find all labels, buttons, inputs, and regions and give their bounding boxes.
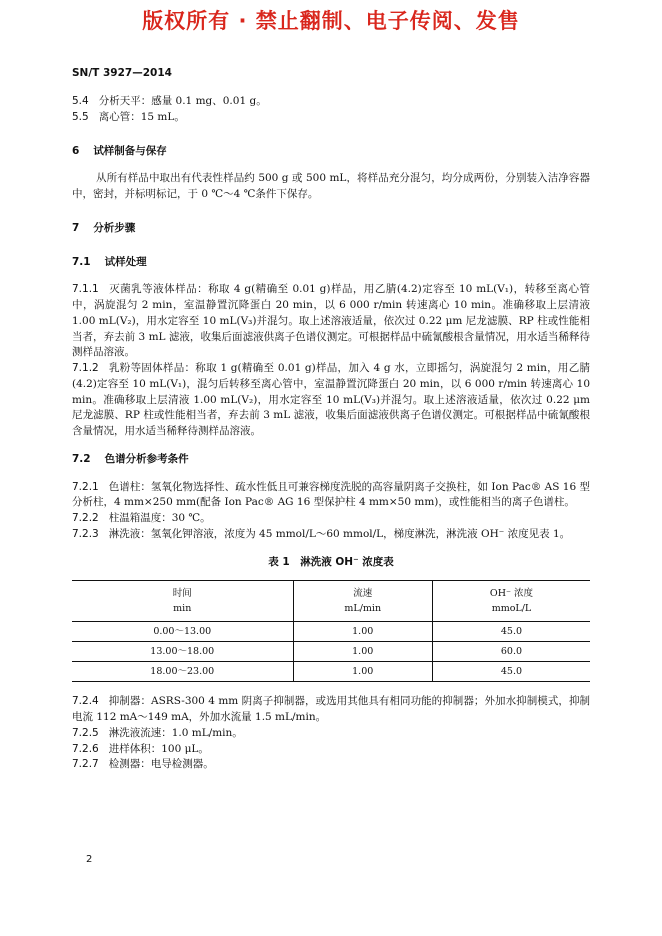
para-number: 7.2.7 (72, 758, 99, 771)
section-number: 6 (72, 144, 80, 157)
header-unit: min (173, 603, 192, 615)
section-title: 分析步骤 (93, 221, 136, 234)
para-text: 抑制器：ASRS-300 4 mm 阴离子抑制器，或选用其他具有相同功能的抑制器；外加水抑制模式，抑制电流 112 mA～149 mA，外加水流量 1.5 mL/min。 (72, 695, 590, 723)
standard-number: SN/T 3927—2014 (72, 67, 172, 79)
item-number: 5.5 (72, 110, 89, 123)
para-text: 淋洗液流速：1.0 mL/min。 (108, 726, 243, 739)
item-text: 分析天平：感量 0.1 mg、0.01 g。 (98, 95, 267, 107)
section-6-heading (72, 144, 590, 160)
document-body (72, 94, 590, 773)
table-row (72, 662, 590, 682)
column-header-oh-concentration (432, 581, 590, 622)
table-row (72, 642, 590, 662)
table-cell: 0.00～13.00 (72, 622, 293, 642)
para-7-2-4 (72, 694, 590, 726)
para-7-1-1 (72, 282, 590, 361)
para-number: 7.2.2 (72, 512, 99, 524)
para-text: 色谱柱：氢氧化物选择性、疏水性低且可兼容梯度洗脱的高容量阴离子交换柱，如 Ion Pac® AS 16 型分析柱，4 mm×250 mm(配备 Ion Pac® AG 16 型保护柱 4 mm×50 mm)，或性能相当的离子色谱柱。 (72, 480, 590, 509)
para-number: 7.2.1 (72, 480, 99, 493)
para-7-1-2 (72, 361, 590, 440)
item-5-5 (72, 110, 590, 126)
table-header-row (72, 581, 590, 622)
table-cell: 1.00 (293, 662, 432, 682)
section-number: 7.1 (72, 255, 91, 268)
table-cell: 1.00 (293, 642, 432, 662)
para-number: 7.1.1 (72, 283, 99, 296)
para-text: 进样体积：100 μL。 (108, 742, 209, 755)
table-cell: 60.0 (432, 642, 590, 662)
table-cell: 45.0 (432, 622, 590, 642)
page-number: 2 (86, 854, 93, 865)
section-7-heading (72, 221, 590, 237)
header-label: 时间 (172, 588, 192, 600)
para-text: 乳粉等固体样品：称取 1 g(精确至 0.01 g)样品，加入 4 g 水，立即摇匀，涡旋混匀 2 min，用乙腈(4.2)定容至 10 mL(V₁)，混匀后转移至离心管中，室温静置沉降蛋白 20 min，以 6 000 r/min 转速离心 10 min。准确移取上层清液 1.00 mL(V₂)，用水定容至 10 mL(V₃)并混匀。取上述溶液适量，依次过 0.22 μm 尼龙滤膜、RP 柱或性能相当者，弃去前 3 mL 滤液，收集后面滤液供离子色谱仪测定。可根据样品中硫氰酸根含量情况，用水适当稀释待测样品溶液。 (72, 362, 590, 437)
para-number: 7.1.2 (72, 362, 99, 374)
item-5-4 (72, 94, 590, 110)
header-label: 流速 (353, 588, 373, 600)
para-number: 7.2.4 (72, 695, 99, 708)
column-header-flow-rate (293, 581, 432, 622)
header-unit: mL/min (344, 603, 382, 615)
section-6-body: 从所有样品中取出有代表性样品约 500 g 或 500 mL，将样品充分混匀，均分成两份，分别装入洁净容器中，密封，并标明标记，于 0 ℃～4 ℃条件下保存。 (72, 172, 590, 200)
copyright-watermark: 版权所有 · 禁止翻制、电子传阅、发售 (142, 9, 520, 33)
para-7-2-2 (72, 511, 590, 527)
section-title: 试样制备与保存 (93, 144, 167, 157)
para-number: 7.2.3 (72, 527, 99, 540)
para-7-2-1 (72, 480, 590, 512)
table-cell: 13.00～18.00 (72, 642, 293, 662)
table-1-title: 表 1 淋洗液 OH⁻ 浓度表 (268, 555, 394, 568)
table-cell: 18.00～23.00 (72, 662, 293, 682)
para-7-2-6 (72, 742, 590, 758)
section-title: 色谱分析参考条件 (104, 452, 189, 465)
header-label: OH⁻ 浓度 (489, 588, 534, 600)
column-header-time (72, 581, 293, 622)
para-7-2-7 (72, 757, 590, 773)
para-text: 淋洗液：氢氧化钾溶液，浓度为 45 mmol/L～60 mmol/L，梯度淋洗，淋洗液 OH⁻ 浓度见表 1。 (108, 527, 571, 540)
item-text: 离心管：15 mL。 (98, 110, 185, 123)
table-row (72, 622, 590, 642)
para-number: 7.2.6 (72, 742, 99, 755)
para-text: 灭菌乳等液体样品：称取 4 g(精确至 0.01 g)样品，用乙腈(4.2)定容至 10 mL(V₁)，转移至离心管中，涡旋混匀 2 min，室温静置沉降蛋白 20 min，以 6 000 r/min 转速离心 10 min。准确移取上层清液 1.00 mL(V₂)，用水定容至 10 mL(V₃)并混匀。取上述溶液适量，依次过 0.22 μm 尼龙滤膜、RP 柱或性能相当者，弃去前 3 mL 滤液，收集后面滤液供离子色谱仪测定。可根据样品中硫氰酸根含量情况，用水适当稀释待测样品溶液。 (72, 283, 590, 359)
para-7-2-3 (72, 527, 590, 543)
para-text: 检测器：电导检测器。 (108, 758, 214, 771)
header-unit: mmoL/L (491, 603, 532, 615)
section-title: 试样处理 (104, 255, 147, 268)
para-number: 7.2.5 (72, 726, 99, 739)
section-7-2-heading (72, 452, 590, 468)
section-number: 7.2 (72, 452, 91, 465)
section-7-1-heading (72, 255, 590, 271)
item-number: 5.4 (72, 95, 89, 107)
table-cell: 45.0 (432, 662, 590, 682)
section-number: 7 (72, 221, 80, 234)
para-7-2-5 (72, 726, 590, 742)
table-cell: 1.00 (293, 622, 432, 642)
para-text: 柱温箱温度：30 ℃。 (108, 512, 211, 524)
eluent-concentration-table (72, 580, 590, 682)
